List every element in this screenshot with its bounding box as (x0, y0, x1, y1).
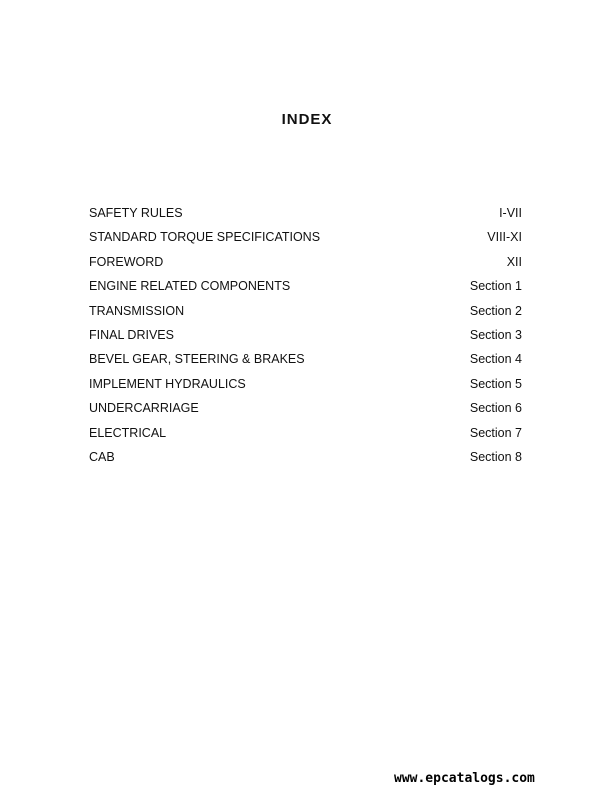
toc-row-implement-hydraulics (89, 374, 522, 398)
toc-entry-title: ENGINE RELATED COMPONENTS (89, 279, 291, 294)
toc-row-foreword (89, 252, 522, 276)
toc-entry-title: FINAL DRIVES (89, 327, 174, 342)
toc-entry-page: VIII-XI (487, 230, 522, 245)
toc-row-transmission (89, 301, 522, 325)
watermark-url: www.epcatalogs.com (394, 771, 535, 786)
toc-row-safety-rules (89, 203, 522, 227)
toc-entry-page: Section 8 (469, 449, 522, 464)
toc-row-electrical (89, 423, 522, 447)
toc-row-bevel-gear-steering-brakes (89, 349, 522, 373)
toc-row-cab (89, 447, 522, 471)
toc-row-engine-related-components (89, 276, 522, 300)
toc-entry-page: I-VII (499, 206, 522, 220)
toc-entry-title: FOREWORD (89, 254, 164, 269)
toc-entry-title: ELECTRICAL (89, 425, 167, 440)
toc-entry-page: Section 1 (469, 279, 522, 294)
toc-entry-page: Section 4 (469, 352, 522, 367)
table-of-contents (89, 203, 522, 471)
page-title: INDEX (281, 111, 333, 128)
toc-row-final-drives (89, 325, 522, 349)
toc-entry-title: UNDERCARRIAGE (89, 401, 199, 416)
toc-entry-title: CAB (89, 449, 115, 464)
toc-entry-title: STANDARD TORQUE SPECIFICATIONS (89, 230, 321, 245)
toc-entry-page: Section 3 (469, 327, 522, 342)
toc-row-standard-torque-specifications (89, 227, 522, 251)
toc-entry-page: Section 2 (469, 303, 522, 318)
toc-entry-page: Section 7 (469, 425, 522, 440)
toc-entry-title: BEVEL GEAR, STEERING & BRAKES (89, 352, 305, 367)
toc-row-undercarriage (89, 398, 522, 422)
toc-entry-title: SAFETY RULES (89, 206, 183, 220)
toc-entry-page: Section 5 (469, 376, 522, 391)
toc-entry-title: IMPLEMENT HYDRAULICS (89, 376, 246, 391)
toc-entry-title: TRANSMISSION (89, 303, 185, 318)
toc-entry-page: Section 6 (469, 401, 522, 416)
toc-entry-page: XII (506, 254, 522, 269)
